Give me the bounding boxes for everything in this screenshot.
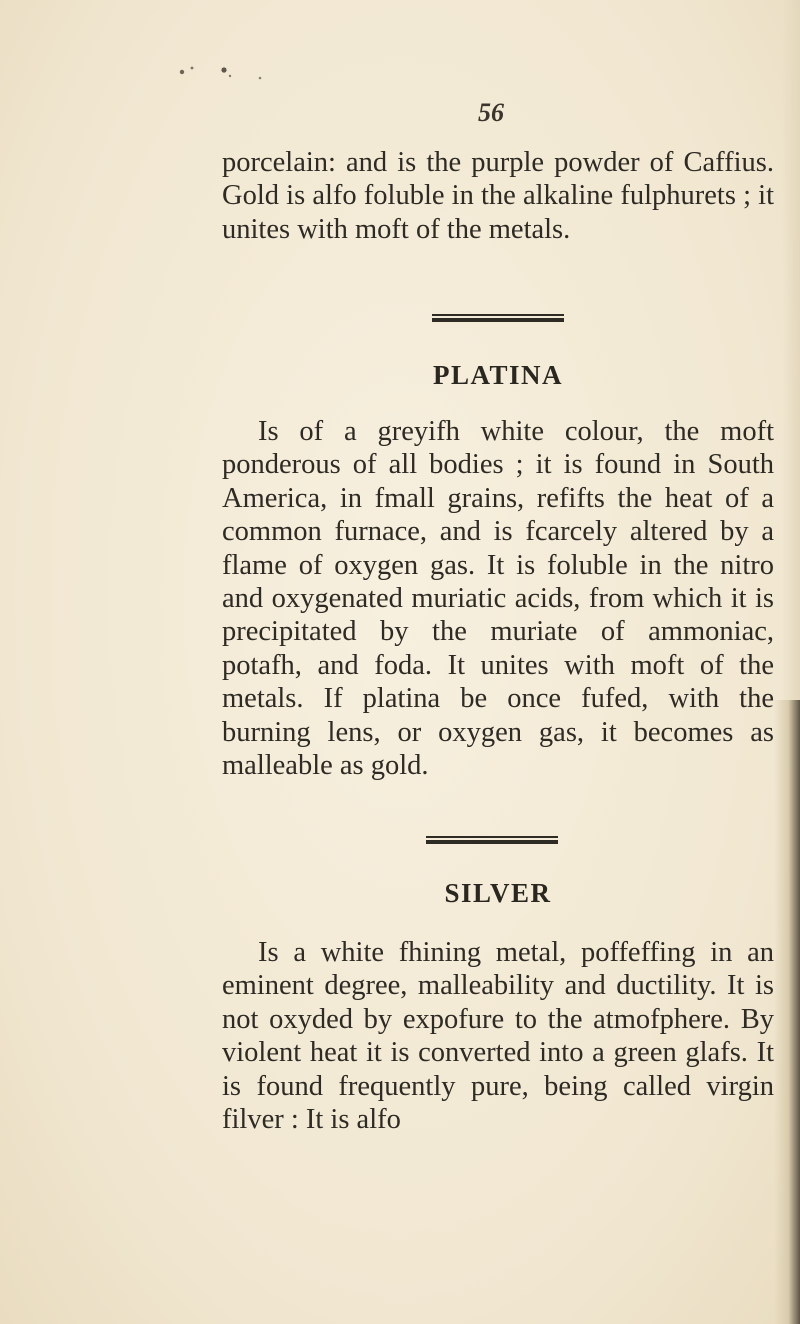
section-heading-silver: SILVER: [444, 878, 552, 908]
page-number: 56: [478, 98, 504, 127]
silver-paragraph: [222, 936, 774, 1136]
platina-text: Is of a greyifh white colour, the moft ponderous of all bodies ; it is found in South America, in fmall grains, refifts the heat of a common furnace, and is fcarcely altered by a flame of oxygen gas. It is foluble in the nitro and oxygenated muriatic acids, from which it is precipitated by the muriate of ammoniac, potafh, and foda. It unites with moft of the metals. If platina be once fufed, with the burning lens, or oxygen gas, it becomes as malleable as gold.: [222, 416, 774, 782]
ink-speck-marks: [168, 58, 278, 88]
silver-text: Is a white fhining metal, poffeffing in an eminent degree, malleability and ductility. It is not oxyded by expofure to the atmofphere. By violent heat it is converted into a green glafs. It is found frequently pure, being called virgin filver : It is alfo: [222, 937, 774, 1136]
page-edge-wear: [774, 700, 800, 1324]
section-divider: [432, 314, 564, 323]
intro-paragraph: [222, 146, 774, 246]
page-edge-shadow: [782, 0, 800, 700]
section-heading-platina: PLATINA: [432, 360, 563, 390]
section-divider: [426, 836, 558, 845]
intro-text: porcelain: and is the purple powder of Caffius. Gold is alfo foluble in the alkaline fulphurets ; it unites with moft of the metals.: [222, 147, 774, 245]
platina-paragraph: [222, 415, 774, 782]
